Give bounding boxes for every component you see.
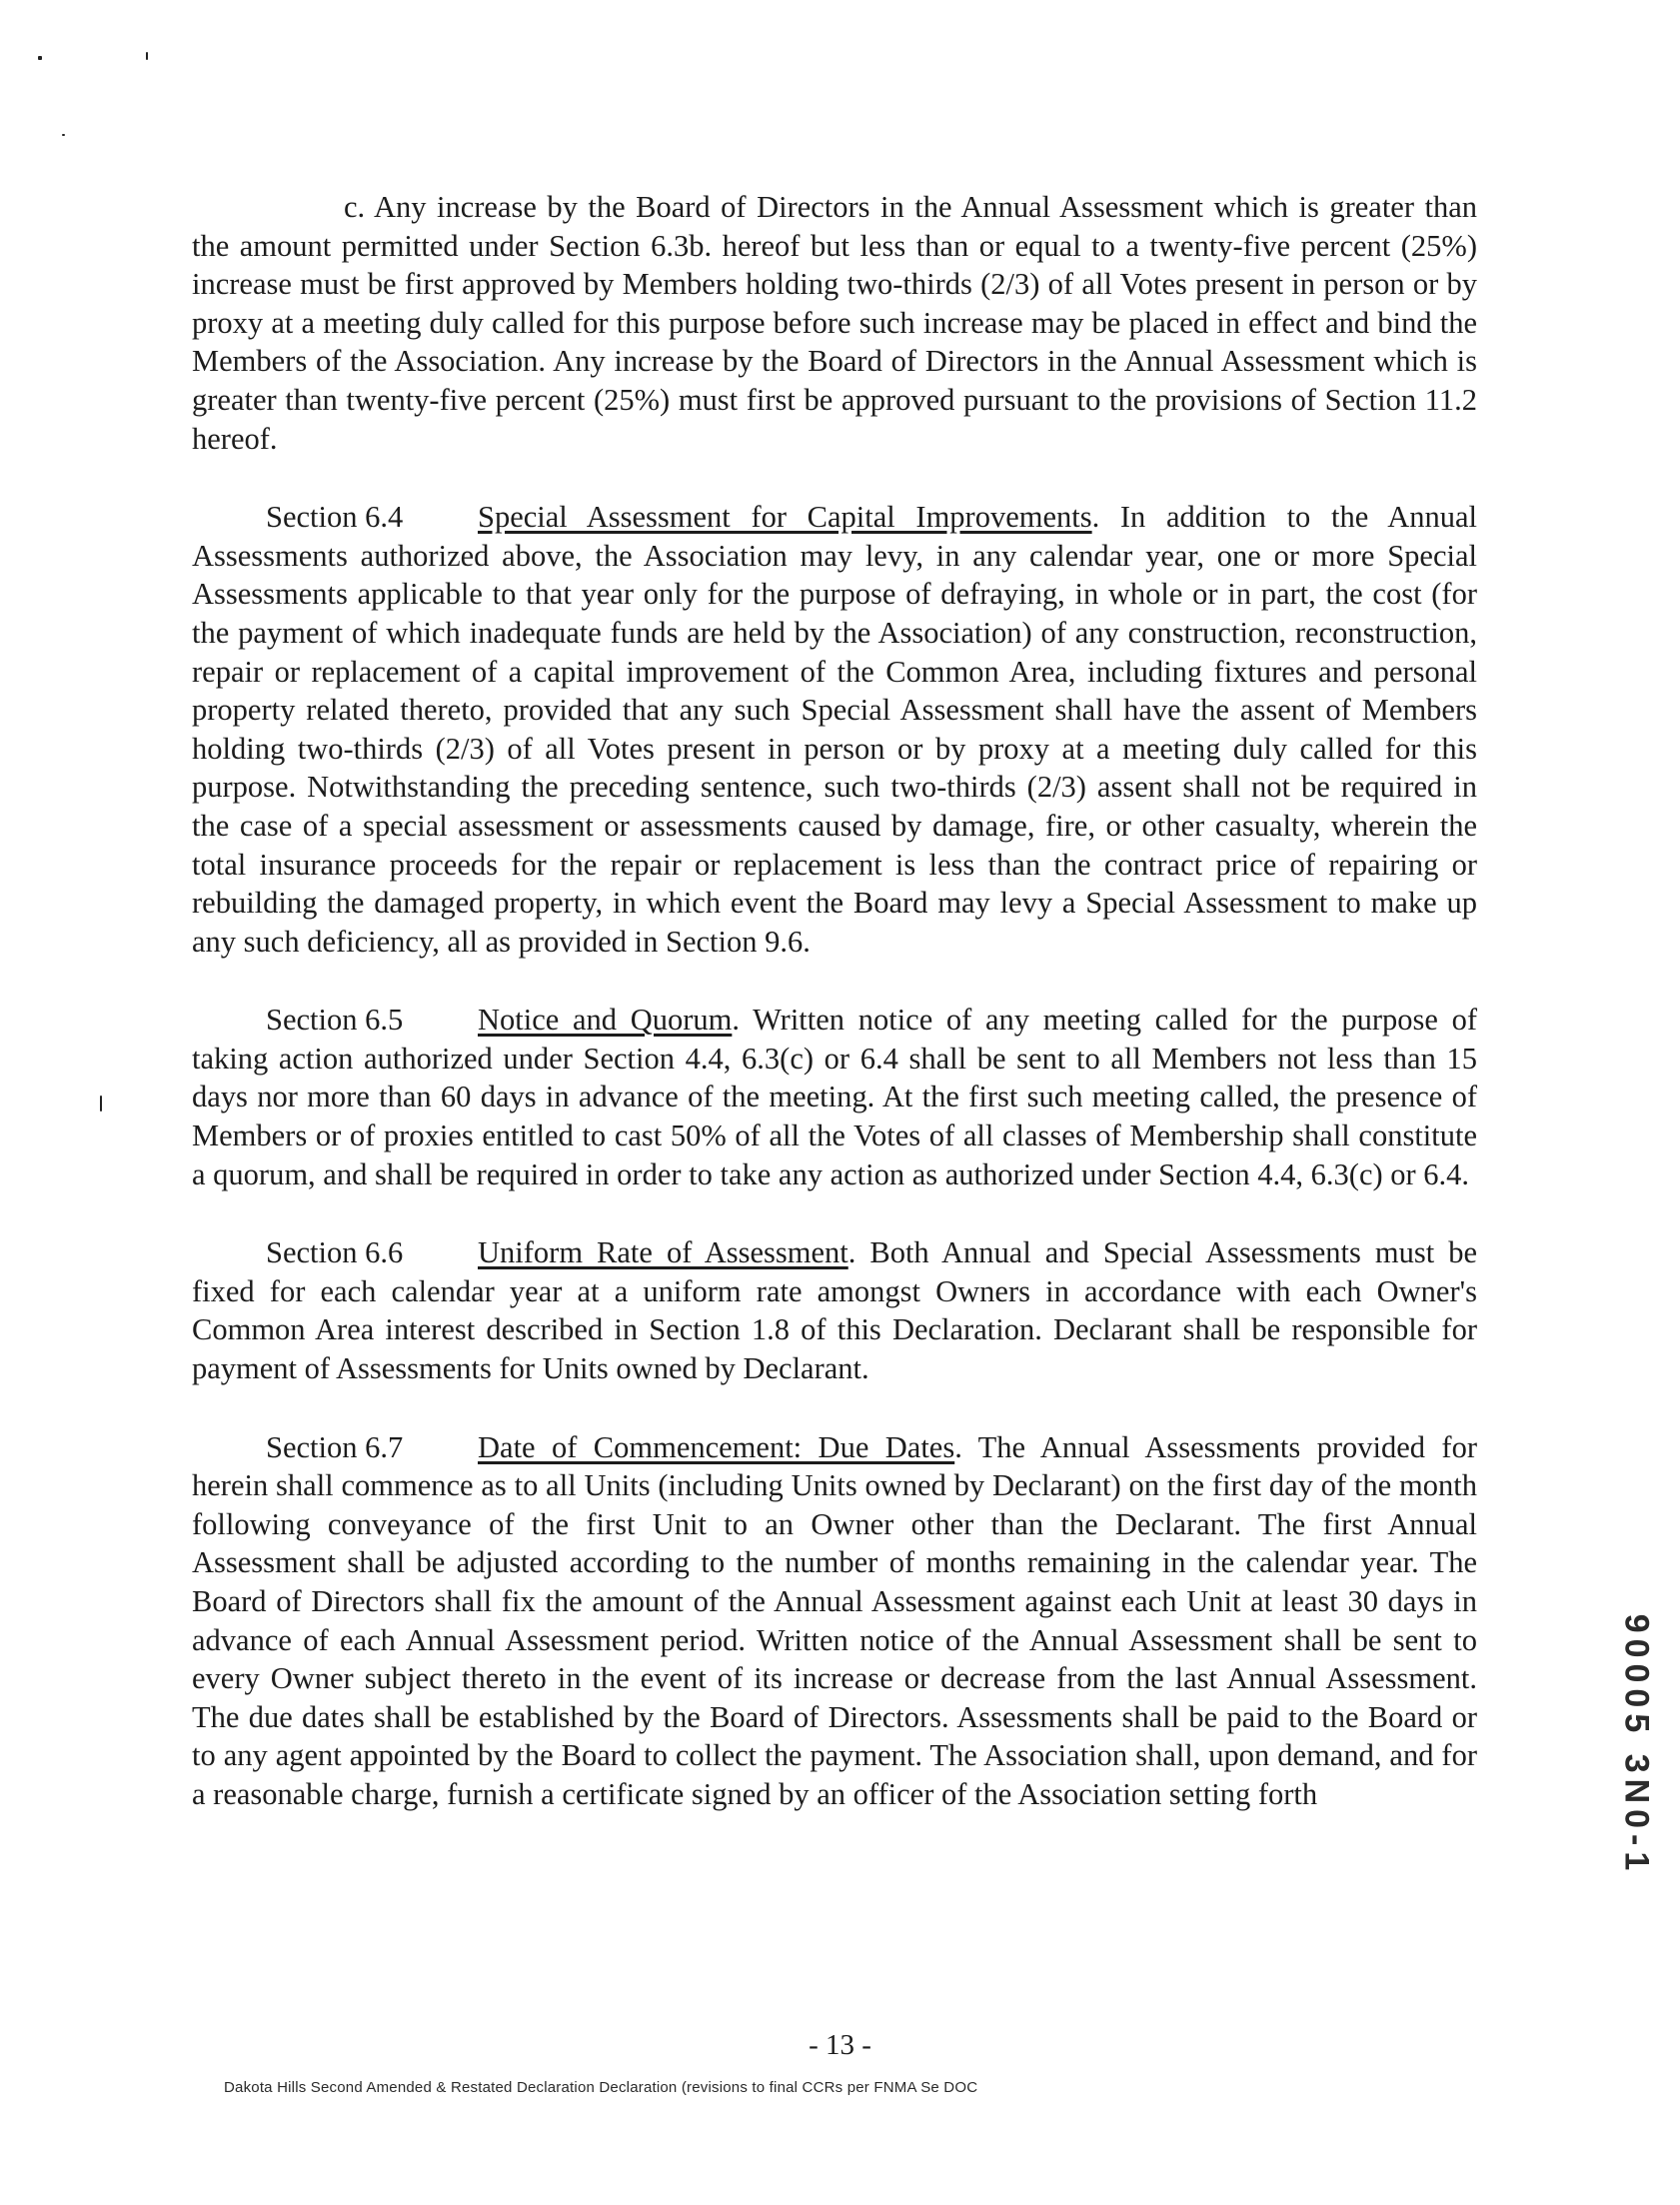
- section-6-7: [192, 1428, 1477, 1814]
- section-6-6: [192, 1233, 1477, 1387]
- section-number: Section 6.4: [266, 500, 404, 535]
- paragraph-c: c. Any increase by the Board of Directors in the Annual Assessment which is greater than the amount permitted under Section 6.3b. hereof but less than or equal to a twenty-five percent (25%) increase must be first approved by Members holding two-thirds (2/3) of all Votes present in person or by proxy at a meeting duly called for this purpose before such increase may be placed in effect and bind the Members of the Association. Any increase by the Board of Directors in the Annual Assessment which is greater than twenty-five percent (25%) must first be approved pursuant to the provisions of Section 11.2 hereof.: [192, 190, 1477, 456]
- page-number: - 13 -: [809, 2029, 871, 2061]
- section-title: Uniform Rate of Assessment: [478, 1235, 848, 1270]
- section-number: Section 6.7: [266, 1429, 404, 1464]
- recording-stamp: [1606, 1567, 1666, 1922]
- section-title: Notice and Quorum: [478, 1003, 733, 1038]
- footer-note: Dakota Hills Second Amended & Restated Declaration Declaration (revisions to final CCRs per FNMA Se DOC: [224, 2079, 978, 2096]
- section-6-5: [192, 1001, 1477, 1193]
- scan-speck: [38, 56, 42, 60]
- section-body: . In addition to the Annual Assessments authorized above, the Association may levy, in any calendar year, one or more Special Assessments applicable to that year only for the purpose of defraying, in whole or in part, the cost (for the payment of which inadequate funds are held by the Association) of any construction, reconstruction, repair or replacement of a capital improvement of the Common Area, including fixtures and personal property related thereto, provided that any such Special Assessment shall have the assent of Members holding two-thirds (2/3) of all Votes present in person or by proxy at a meeting duly called for this purpose. Notwithstanding the preceding sentence, such two-thirds (2/3) assent shall not be required in the case of a special assessment or assessments caused by damage, fire, or other casualty, wherein the total insurance proceeds for the repair or replacement is less than the contract price of repairing or rebuilding the damaged property, in which event the Board may levy a Special Assessment to make up any such deficiency, all as provided in Section 9.6.: [192, 500, 1477, 959]
- section-number: Section 6.5: [266, 1003, 404, 1038]
- scan-speck: [62, 134, 65, 136]
- recording-stamp-text: 90005 3N0-1: [1617, 1613, 1656, 1876]
- section-body: . Written notice of any meeting called for the purpose of taking action authorized under Section 4.4, 6.3(c) or 6.4 shall be sent to all Members not less than 15 days nor more than 60 days in advance of the meeting. At the first such meeting called, the presence of Members or of proxies entitled to cast 50% of all the Votes of all classes of Membership shall constitute a quorum, and shall be required in order to take any action as authorized under Section 4.4, 6.3(c) or 6.4.: [192, 1003, 1477, 1191]
- section-title: Special Assessment for Capital Improvements: [478, 500, 1092, 535]
- section-body: . Both Annual and Special Assessments must be fixed for each calendar year at a uniform rate amongst Owners in accordance with each Owner's Common Area interest described in Section 1.8 of this Declaration. Declarant shall be responsible for payment of Assessments for Units owned by Declarant.: [192, 1235, 1477, 1386]
- section-body: . The Annual Assessments provided for herein shall commence as to all Units (including Units owned by Declarant) on the first day of the month following conveyance of the first Unit to an Owner other than the Declarant. The first Annual Assessment shall be adjusted according to the number of months remaining in the calendar year. The Board of Directors shall fix the amount of the Annual Assessment against each Unit at least 30 days in advance of each Annual Assessment period. Written notice of the Annual Assessment shall be sent to every Owner subject thereto in the event of its increase or decrease from the last Annual Assessment. The due dates shall be established by the Board of Directors. Assessments shall be paid to the Board or to any agent appointed by the Board to collect the payment. The Association shall, upon demand, and for a reasonable charge, furnish a certificate signed by an officer of the Association setting forth: [192, 1429, 1477, 1811]
- section-6-4: [192, 498, 1477, 961]
- document-page: [192, 188, 1477, 1814]
- scan-speck: [100, 1096, 102, 1111]
- section-number: Section 6.6: [266, 1235, 404, 1270]
- scan-speck: [146, 52, 148, 60]
- section-title: Date of Commencement: Due Dates: [478, 1429, 955, 1464]
